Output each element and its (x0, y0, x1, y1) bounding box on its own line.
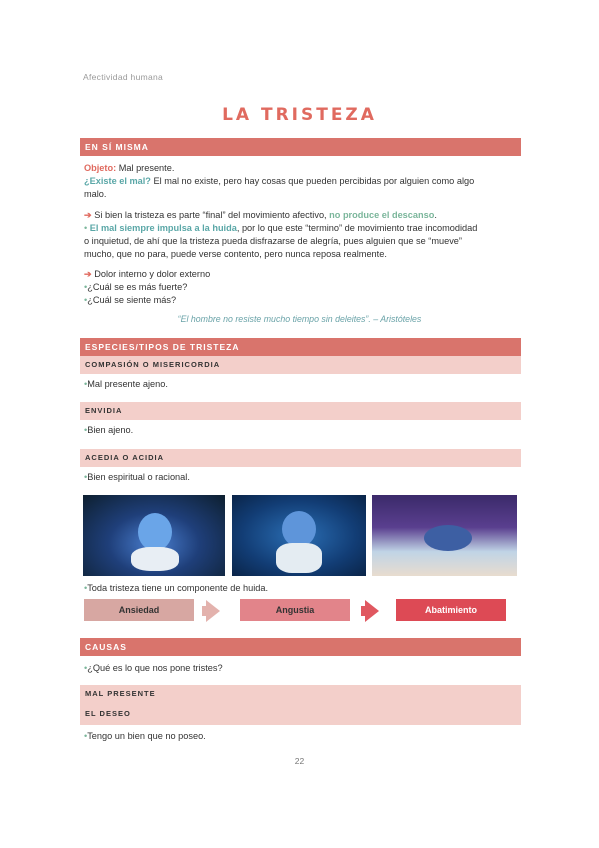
flow-arrow-icon (206, 600, 220, 622)
bullet1-line2: o inquietud, de ahí que la tristeza pueda disfrazarse de alegría, pues alguien que se “mueve” (84, 236, 462, 246)
aristotle-quote: “El hombre no resiste mucho tiempo sin deleites”. – Aristóteles (177, 314, 422, 324)
bullet-icon: • (84, 663, 88, 673)
subheading-envidia: ENVIDIA (80, 402, 521, 420)
acedia-text-line (84, 471, 520, 484)
bullet-icon: • (84, 731, 88, 741)
section-heading-causas: CAUSAS (80, 638, 521, 656)
compasion-text: Mal presente ajeno. (87, 379, 168, 389)
objeto-text: Mal presente. (118, 163, 175, 173)
envidia-text: Bien ajeno. (87, 425, 134, 435)
existe-text-line2: malo. (84, 189, 107, 199)
sadness-image-2 (232, 495, 366, 576)
bullet-icon: • (84, 282, 88, 292)
subheading-mal-presente: MAL PRESENTE (80, 685, 521, 705)
q2-text: ¿Cuál se siente más? (87, 295, 177, 305)
flow-arrow-icon (365, 600, 379, 622)
flow-box-abatimiento: Abatimiento (396, 599, 506, 621)
deseo-text-line (84, 730, 520, 743)
subheading-compasion: COMPASIÓN O MISERICORDIA (80, 356, 521, 374)
causas-question: ¿Qué es lo que nos pone tristes? (87, 663, 223, 673)
bullet1-emphasis: El mal siempre impulsa a la huida (89, 223, 237, 233)
existe-line (84, 175, 520, 188)
flow-box-angustia: Angustia (240, 599, 350, 621)
page-number: 22 (294, 756, 305, 766)
envidia-text-line (84, 424, 520, 437)
bullet-icon: • (84, 425, 88, 435)
arrow-right-icon: ➔ (84, 210, 92, 220)
section-heading-en-si-misma: EN SÍ MISMA (80, 138, 521, 156)
flow-arrow-shaft (361, 606, 367, 616)
bullet-icon: • (84, 379, 88, 389)
question-1 (84, 281, 520, 294)
compasion-text-line (84, 378, 520, 391)
flow-box-ansiedad: Ansiedad (84, 599, 194, 621)
arrow1-emphasis: no produce el descanso (329, 210, 435, 220)
existe-label: ¿Existe el mal? (84, 176, 151, 186)
section-heading-especies: ESPECIES/TIPOS DE TRISTEZA (80, 338, 521, 356)
subheading-acedia: ACEDIA O ACIDIA (80, 449, 521, 467)
q1-text: ¿Cuál se es más fuerte? (87, 282, 188, 292)
bullet-line-1 (84, 222, 520, 235)
huida-text-line (84, 582, 520, 595)
question-2 (84, 294, 520, 307)
page-title: LA TRISTEZA (222, 105, 377, 125)
bullet1-line3: mucho, que no para, puede verse contento, pero nunca reposa realmente. (84, 249, 387, 259)
objeto-label: Objeto: (84, 163, 117, 173)
acedia-text: Bien espiritual o racional. (87, 472, 190, 482)
bullet-icon: • (84, 583, 88, 593)
bullet-icon: • (84, 295, 88, 305)
flow-arrow-shaft (202, 606, 208, 616)
arrow-right-icon: ➔ (84, 269, 92, 279)
subheading-el-deseo: EL DESEO (80, 705, 521, 725)
bullet1-text: , por lo que este “termino” de movimiento trae incomodidad (236, 223, 478, 233)
arrow-line-1: ➔ Si bien la tristeza es parte “final” del movimiento afectivo, no produce el descanso. (84, 210, 437, 220)
bullet-icon: • (84, 223, 88, 233)
running-head: Afectividad humana (83, 72, 164, 82)
arrow1-text: Si bien la tristeza es parte “final” del movimiento afectivo, (94, 210, 327, 220)
arrow2-text: Dolor interno y dolor externo (94, 269, 211, 279)
sadness-image-1 (83, 495, 225, 576)
deseo-text: Tengo un bien que no poseo. (87, 731, 206, 741)
existe-text: El mal no existe, pero hay cosas que pueden percibidas por alguien como algo (153, 176, 475, 186)
arrow-line-2 (84, 268, 520, 281)
objeto-line (84, 162, 520, 175)
huida-text: Toda tristeza tiene un componente de huida. (87, 583, 269, 593)
causas-question-line (84, 662, 520, 675)
sadness-image-3 (372, 495, 517, 576)
bullet-icon: • (84, 472, 88, 482)
